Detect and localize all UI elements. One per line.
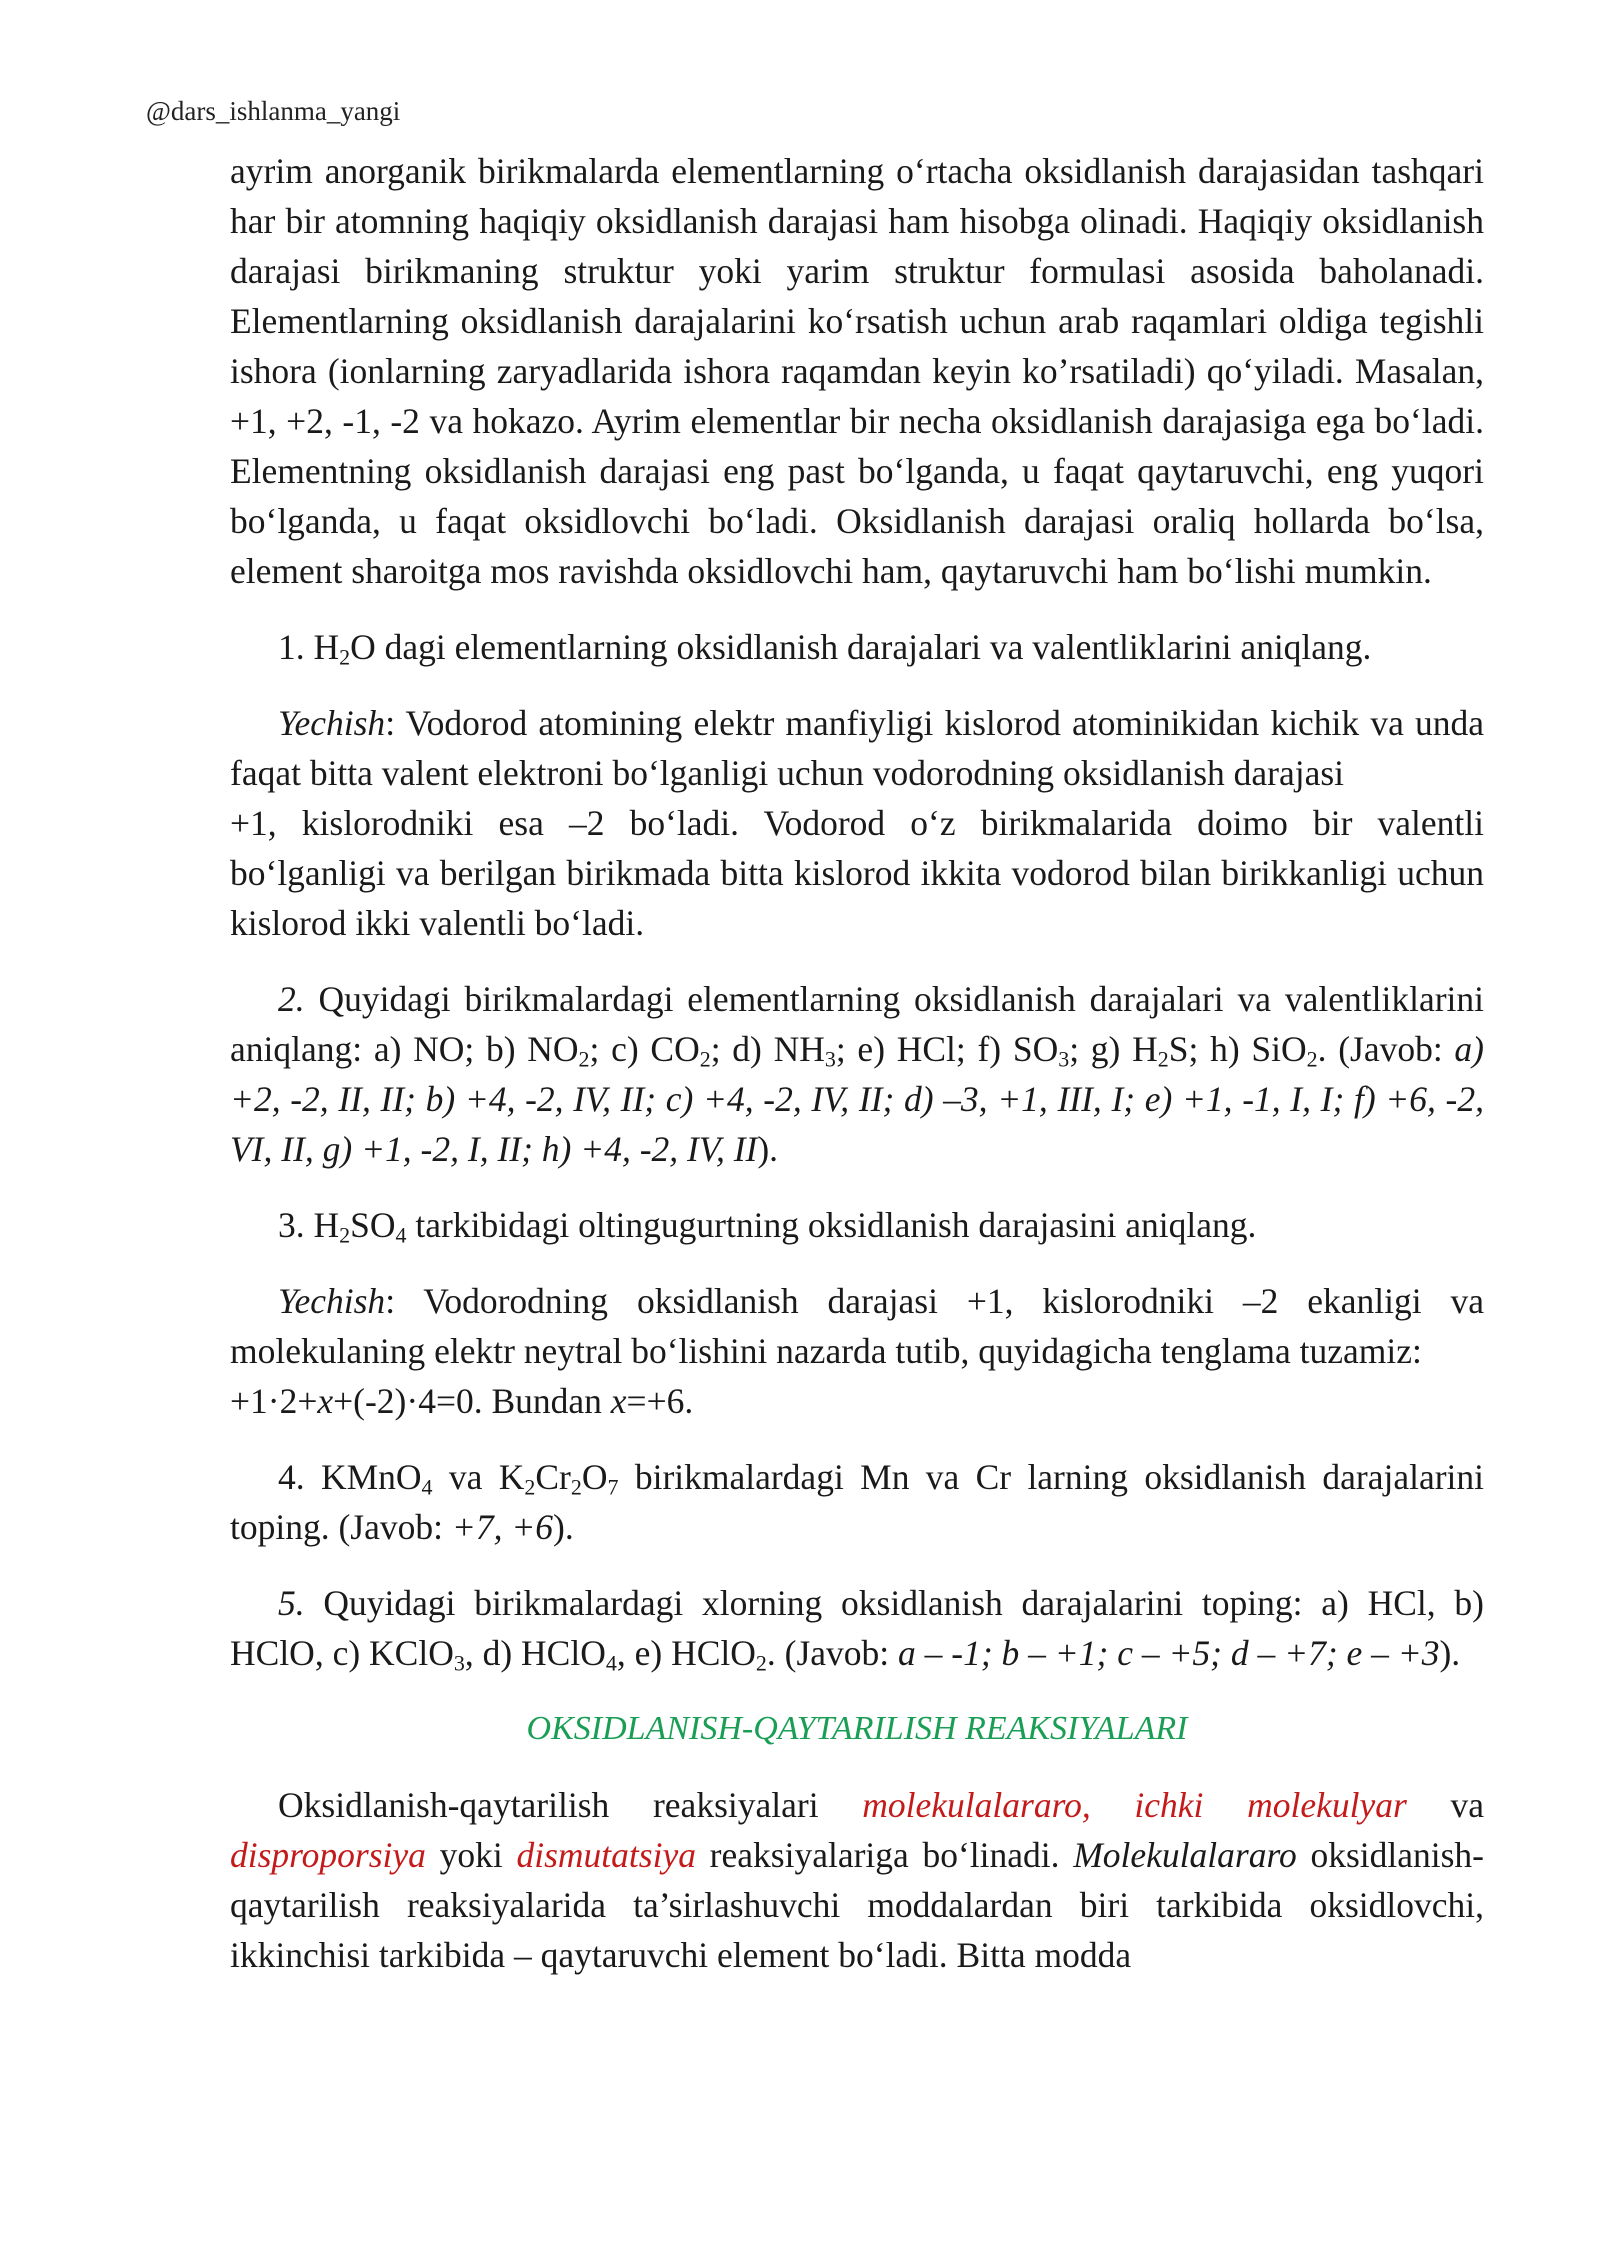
subscript: 2 xyxy=(578,1046,590,1072)
solution-1-text: : Vodorod atomining elektr manfiyligi kislorod atominikidan kichik va unda faqat bitta valent elektroni bo‘lganligi uchun vodorodning oksidlanish darajasi xyxy=(230,703,1484,793)
subscript: 4 xyxy=(605,1650,617,1676)
task-4-text: KMnO xyxy=(304,1457,422,1497)
highlight-term: disproporsiya xyxy=(230,1835,426,1875)
solution-3-text: : Vodorodning oksidlanish darajasi +1, kislorodniki –2 ekanligi va molekulaning elektr neytral bo‘lishini nazarda tutib, quyidagicha tenglama tuzamiz: xyxy=(230,1281,1484,1371)
watermark-handle: @dars_ishlanma_yangi xyxy=(146,96,401,126)
task-1 xyxy=(230,622,1484,672)
task-5-text: ). xyxy=(1439,1633,1461,1673)
equation-part: =+6. xyxy=(626,1381,694,1421)
task-3-number: 3. xyxy=(278,1205,305,1245)
task-2-text: ; d) NH xyxy=(710,1029,825,1069)
task-2-text: . (Javob: xyxy=(1317,1029,1455,1069)
document-body xyxy=(230,146,1484,1980)
subscript: 2 xyxy=(755,1650,767,1676)
task-5-text: Quyidagi birikmalardagi xlorning oksidlanish darajalarini toping: a) HCl, b) HClO, c) KClO xyxy=(230,1583,1484,1673)
subscript: 2 xyxy=(570,1474,582,1500)
subscript: 7 xyxy=(607,1474,619,1500)
paragraph-text: reaksiyalariga bo‘linadi. xyxy=(695,1835,1074,1875)
task-5 xyxy=(230,1578,1484,1678)
task-4-text: birikmalardagi Mn va Cr larning oksidlanish darajalarini toping. (Javob: xyxy=(230,1457,1484,1547)
equation-part: +1·2+ xyxy=(230,1381,318,1421)
task-2-text: S; h) SiO xyxy=(1168,1029,1307,1069)
task-2-text: ; e) HCl; f) SO xyxy=(835,1029,1059,1069)
solution-label: Yechish xyxy=(278,1281,386,1321)
subscript: 3 xyxy=(824,1046,836,1072)
highlight-term: molekulalararo, ichki molekulyar xyxy=(862,1785,1407,1825)
task-3-text: SO xyxy=(350,1205,396,1245)
subscript: 2 xyxy=(339,644,351,670)
task-2-text: ). xyxy=(757,1129,779,1169)
paragraph-text: yoki xyxy=(425,1835,517,1875)
highlight-term: dismutatsiya xyxy=(516,1835,696,1875)
task-5-text: , e) HClO xyxy=(616,1633,756,1673)
task-2-answer: a) +2, -2, II, II; b) +4, -2, IV, II; c) +4, -2, IV, II; d) –3, +1, III, I; e) +1, -1, I, I; f) +6, -2, VI, II, g) +1, -2, I, II; h) +4, -2, IV, II xyxy=(230,1029,1484,1169)
solution-1 xyxy=(230,698,1484,798)
paragraph-text: va xyxy=(1406,1785,1484,1825)
task-4-text: ). xyxy=(553,1507,574,1547)
task-4-number: 4. xyxy=(278,1457,305,1497)
paragraph-text: Oksidlanish-qaytarilish reaksiyalari xyxy=(278,1785,863,1825)
section-heading: OKSIDLANISH-QAYTARILISH REAKSIYALARI xyxy=(526,1710,1188,1747)
task-4-text: va K xyxy=(432,1457,525,1497)
formula-h: H xyxy=(313,627,340,667)
task-2-text: ; c) CO xyxy=(589,1029,700,1069)
solution-1-continued: +1, kislorodniki esa –2 bo‘ladi. Vodorod o‘z birikmalarida doimo bir valentli bo‘lganligi va berilgan birikmada bitta kislorod ikkita vodorod bilan birikkanligi uchun kislorod ikki valentli bo‘ladi. xyxy=(230,803,1484,943)
task-1-number: 1. xyxy=(278,627,305,667)
task-2-number: 2. xyxy=(278,979,305,1019)
task-5-number: 5. xyxy=(278,1583,305,1623)
paragraph-text: oksidlanish-qaytarilish reaksiyalarida ta’sirlashuvchi moddalardan biri tarkibida oksidlovchi, ikkinchisi tarkibida – qaytaruvchi element bo‘ladi. Bitta modda xyxy=(230,1835,1484,1975)
subscript: 2 xyxy=(524,1474,536,1500)
task-5-text: . (Javob: xyxy=(766,1633,899,1673)
task-4-answer: +7, +6 xyxy=(451,1507,554,1547)
task-2-text: Quyidagi birikmalardagi elementlarning oksidlanish darajalari va valentliklarini aniqlang: a) NO; b) NO xyxy=(230,979,1484,1069)
task-2-text: ; g) H xyxy=(1069,1029,1158,1069)
task-4 xyxy=(230,1452,1484,1552)
subscript: 3 xyxy=(1058,1046,1070,1072)
variable-x: x xyxy=(317,1381,334,1421)
task-3-text: H xyxy=(304,1205,340,1245)
subscript: 4 xyxy=(421,1474,433,1500)
task-5-text: , d) HClO xyxy=(464,1633,606,1673)
solution-3-equation xyxy=(230,1376,1484,1426)
subscript: 2 xyxy=(1306,1046,1318,1072)
subscript: 2 xyxy=(339,1222,351,1248)
solution-label: Yechish xyxy=(278,703,386,743)
subscript: 4 xyxy=(395,1222,407,1248)
final-paragraph xyxy=(230,1780,1484,1980)
italic-term: Molekulalararo xyxy=(1073,1835,1297,1875)
task-2 xyxy=(230,974,1484,1174)
task-5-answer: a – -1; b – +1; c – +5; d – +7; e – +3 xyxy=(898,1633,1440,1673)
task-3 xyxy=(230,1200,1484,1250)
solution-3 xyxy=(230,1276,1484,1376)
intro-paragraph: ayrim anorganik birikmalarda elementlarning o‘rtacha oksidlanish darajasidan tashqari har bir atomning haqiqiy oksidlanish darajasi ham hisobga olinadi. Haqiqiy oksidlanish darajasi birikmaning struktur yoki yarim struktur formulasi asosida baholanadi. Elementlarning oksidlanish darajalarini ko‘rsatish uchun arab raqamlari oldiga tegishli ishora (ionlarning zaryadlarida ishora raqamdan keyin ko’rsatiladi) qo‘yiladi. Masalan, +1, +2, -1, -2 va hokazo. Ayrim elementlar bir necha oksidlanish darajasiga ega bo‘ladi. Elementning oksidlanish darajasi eng past bo‘lganda, u faqat qaytaruvchi, eng yuqori bo‘lganda, u faqat oksidlovchi bo‘ladi. Oksidlanish darajasi oraliq hollarda bo‘lsa, element sharoitga mos ravishda oksidlovchi ham, qaytaruvchi ham bo‘lishi mumkin. xyxy=(230,151,1484,591)
variable-x: x xyxy=(610,1381,627,1421)
formula-o: O xyxy=(350,627,376,667)
task-3-text: tarkibidagi oltingugurtning oksidlanish darajasini aniqlang. xyxy=(406,1205,1257,1245)
task-4-text: Cr xyxy=(535,1457,571,1497)
task-1-text: dagi elementlarning oksidlanish darajalari va valentliklarini aniqlang. xyxy=(375,627,1372,667)
subscript: 3 xyxy=(453,1650,465,1676)
task-4-text: O xyxy=(581,1457,608,1497)
equation-part: +(-2)·4=0. Bundan xyxy=(333,1381,611,1421)
subscript: 2 xyxy=(1157,1046,1169,1072)
subscript: 2 xyxy=(699,1046,711,1072)
